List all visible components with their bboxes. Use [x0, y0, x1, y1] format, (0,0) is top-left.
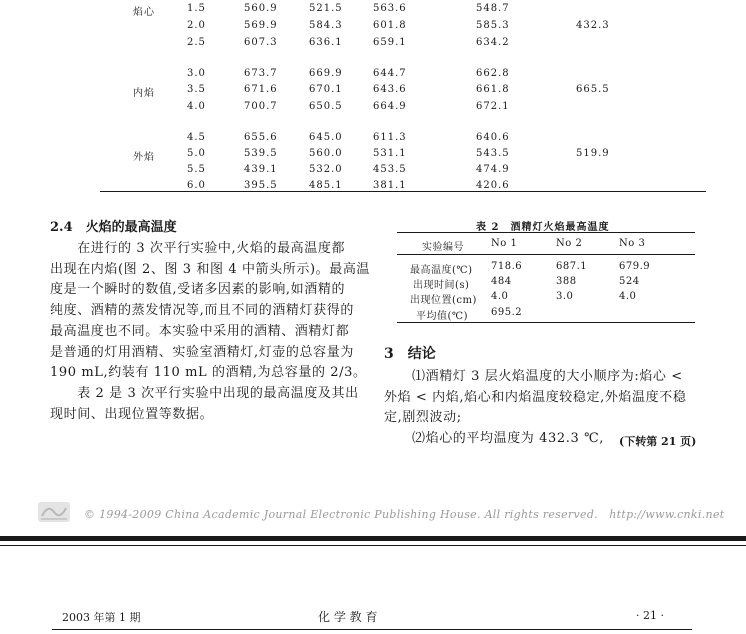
table1-cell: 560.9	[244, 3, 278, 14]
page-separator-thin	[0, 545, 746, 546]
table1-cell: 671.6	[244, 84, 278, 95]
table1-cell: 531.1	[373, 148, 407, 159]
table1-cell: 5.5	[187, 164, 206, 175]
table1-cell: 4.5	[187, 132, 206, 143]
table1-cell: 395.5	[244, 180, 278, 191]
table1-cell: 640.6	[476, 132, 510, 143]
table1-bottom-rule	[100, 191, 706, 192]
table1-cell: 543.5	[476, 148, 510, 159]
table1-cell: 700.7	[244, 101, 278, 112]
table1-cell: 2.0	[187, 20, 206, 31]
table1-cell: 532.0	[309, 164, 343, 175]
continued-note: (下转第 21 页)	[619, 435, 697, 448]
text-line: 纯度、酒精的蒸发情况等,而且不同的酒精灯获得的	[50, 303, 354, 319]
table1-group-average: 432.3	[576, 20, 610, 31]
table1-group-label: 焰心	[133, 7, 155, 18]
cnki-logo-icon	[36, 500, 72, 524]
text-line: ⑵焰心的平均温度为 432.3 ℃,	[412, 431, 604, 447]
table1-cell: 650.5	[309, 101, 343, 112]
table1-cell: 672.1	[476, 101, 510, 112]
text-line: 190 mL,约装有 110 mL 的酒精,为总容量的 2/3。	[50, 365, 367, 381]
table1-cell: 453.5	[373, 164, 407, 175]
table1-cell: 634.2	[476, 37, 510, 48]
text-line: 定,剧烈波动;	[384, 410, 462, 426]
conclusion-heading: 3 结论	[384, 346, 436, 362]
table1-cell: 548.7	[476, 3, 510, 14]
table1-cell: 607.3	[244, 37, 278, 48]
table2-cell: 4.0	[491, 291, 509, 302]
table1-cell: 560.0	[309, 148, 343, 159]
table2-cell: 687.1	[556, 261, 588, 272]
text-line: 最高温度也不同。本实验中采用的酒精、酒精灯都	[50, 323, 350, 339]
table1-cell: 611.3	[373, 132, 407, 143]
table1-cell: 661.8	[476, 84, 510, 95]
table1-cell: 669.9	[309, 68, 343, 79]
table1-group-average: 519.9	[576, 148, 610, 159]
copyright-notice: © 1994-2009 China Academic Journal Electronic Publishing House. All rights reserved. http://www.cnki.net	[84, 508, 725, 521]
text-line: 出现在内焰(图 2、图 3 和图 4 中箭头所示)。最高温	[50, 261, 371, 277]
table2-header: No 1	[491, 238, 518, 249]
text-line: 外焰 < 内焰,焰心和内焰温度较稳定,外焰温度不稳	[384, 389, 687, 405]
table1-cell: 569.9	[244, 20, 278, 31]
section-heading: 2.4 火焰的最高温度	[50, 220, 177, 235]
text-line: ⑴酒精灯 3 层火焰温度的大小顺序为:焰心 <	[412, 369, 683, 384]
text-line: 是普通的灯用酒精、实验室酒精灯,灯壶的总容量为	[50, 344, 354, 360]
table1-cell: 539.5	[244, 148, 278, 159]
table1-cell: 585.3	[476, 20, 510, 31]
table1-cell: 6.0	[187, 180, 206, 191]
table1-group-average: 665.5	[576, 84, 610, 95]
table2-row-label: 出现时间(s)	[413, 280, 470, 291]
table1-cell: 5.0	[187, 148, 206, 159]
table2-cell: 484	[491, 276, 512, 287]
table1-cell: 662.8	[476, 68, 510, 79]
table2-cell: 4.0	[619, 291, 637, 302]
table1-cell: 601.8	[373, 20, 407, 31]
table1-cell: 3.0	[187, 68, 206, 79]
table1-cell: 643.6	[373, 84, 407, 95]
table2-header: No 2	[556, 238, 583, 249]
table2-cell: 718.6	[491, 261, 523, 272]
table2-cell: 524	[619, 276, 640, 287]
table1-cell: 655.6	[244, 132, 278, 143]
table1-cell: 485.1	[309, 180, 343, 191]
table2-cell: 679.9	[619, 261, 651, 272]
page-separator	[0, 536, 746, 541]
table1-cell: 670.1	[309, 84, 343, 95]
table1-cell: 4.0	[187, 101, 206, 112]
table2-cell: 388	[556, 276, 577, 287]
text-line: 现时间、出现位置等数据。	[50, 406, 214, 422]
footer-rule	[52, 629, 692, 630]
table1-cell: 636.1	[309, 37, 343, 48]
text-line: 度是一个瞬时的数值,受诸多因素的影响,如酒精的	[50, 282, 346, 298]
table1-cell: 673.7	[244, 68, 278, 79]
table1-group-label: 内焰	[133, 88, 155, 99]
page-number: · 21 ·	[636, 609, 664, 622]
table2-row-label: 出现位置(cm)	[410, 295, 477, 306]
table1-cell: 2.5	[187, 37, 206, 48]
table2-row-label: 平均值(℃)	[416, 311, 468, 322]
body-paragraph	[50, 239, 370, 384]
table1-cell: 664.9	[373, 101, 407, 112]
table1-cell: 659.1	[373, 37, 407, 48]
table2-header: 实验编号	[422, 242, 464, 253]
table2-caption: 表 2 酒精灯火焰最高温度	[476, 222, 610, 233]
table1-cell: 381.1	[373, 180, 407, 191]
body-paragraph	[50, 384, 359, 425]
table2-top-rule	[397, 232, 695, 233]
table1-cell: 3.5	[187, 84, 206, 95]
table2-header-rule	[397, 254, 695, 255]
table1-cell: 563.6	[373, 3, 407, 14]
text-line: 在进行的 3 次平行实验中,火焰的最高温度都	[50, 241, 346, 256]
table1-cell: 474.9	[476, 164, 510, 175]
table1-cell: 1.5	[187, 3, 206, 14]
table1-cell: 644.7	[373, 68, 407, 79]
table1-cell: 584.3	[309, 20, 343, 31]
table2-average-value: 695.2	[491, 307, 523, 318]
table1-group-label: 外焰	[133, 152, 155, 163]
table1-cell: 645.0	[309, 132, 343, 143]
table1-cell: 439.1	[244, 164, 278, 175]
table2-bottom-rule	[397, 322, 695, 323]
table1-cell: 420.6	[476, 180, 510, 191]
table1-cell: 521.5	[309, 3, 343, 14]
text-line: 表 2 是 3 次平行实验中出现的最高温度及其出	[50, 386, 359, 401]
journal-name: 化 学 教 育	[318, 610, 378, 624]
table2-row-label: 最高温度(℃)	[410, 265, 473, 276]
issue-label: 2003 年第 1 期	[62, 611, 141, 624]
table2-cell: 3.0	[556, 291, 574, 302]
table2-header: No 3	[619, 238, 646, 249]
